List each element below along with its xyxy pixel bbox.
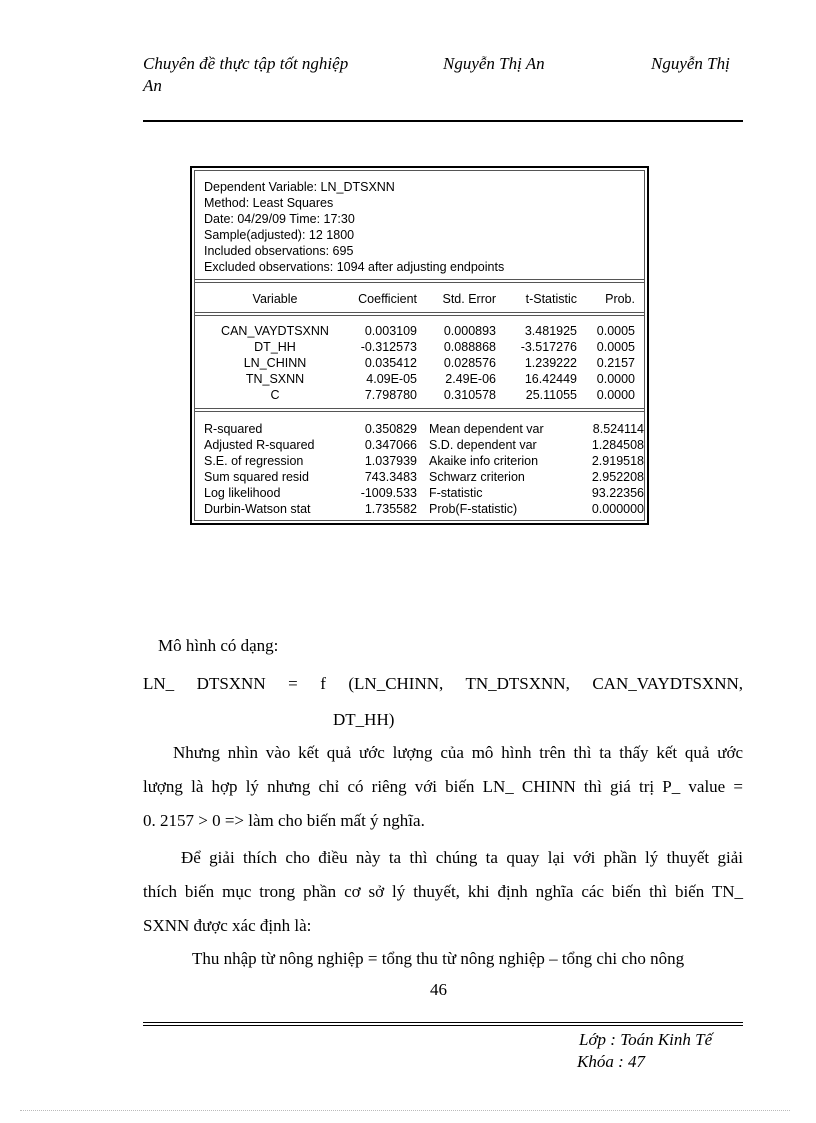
col-prob: Prob.: [605, 292, 635, 306]
text-line: lượng là hợp lý nhưng chỉ có riêng với biến LN_ CHINN thì giá trị P_ value =: [143, 777, 743, 796]
text-line: SXNN được xác định là:: [143, 916, 312, 935]
stat-label: Mean dependent var: [429, 422, 544, 436]
stat-value: 2.919518: [591, 454, 644, 468]
paragraph-2: [143, 841, 743, 943]
table-cell: 3.481925: [524, 324, 577, 338]
stat-label: Prob(F-statistic): [429, 502, 518, 516]
regression-inner: [194, 170, 645, 521]
stat-value: 0.347066: [364, 438, 417, 452]
stat-label: Schwarz criterion: [429, 470, 525, 484]
table-cell: 0.035412: [364, 356, 417, 370]
stat-label: Adjusted R-squared: [204, 438, 315, 452]
stat-label: Durbin-Watson stat: [204, 502, 311, 516]
header-title: Chuyên đề thực tập tốt nghiệp: [143, 54, 349, 73]
divider: [195, 312, 644, 316]
stat-value: 2.952208: [591, 470, 644, 484]
page-edge: [20, 1110, 790, 1111]
table-cell: 0.310578: [443, 388, 496, 402]
text-line: Nhưng nhìn vào kết quả ước lượng của mô hình trên thì ta thấy kết quả ước: [173, 743, 743, 762]
table-cell: 2.49E-06: [445, 372, 496, 386]
paragraph-3: Thu nhập từ nông nghiệp = tổng thu từ nông nghiệp – tổng chi cho nông: [192, 949, 685, 968]
table-cell: CAN_VAYDTSXNN: [221, 324, 329, 338]
stat-value: 1.037939: [364, 454, 417, 468]
dependent-variable: Dependent Variable: LN_DTSXNN: [204, 180, 395, 194]
table-cell: C: [270, 388, 280, 402]
stat-label: F-statistic: [429, 486, 483, 500]
stat-label: R-squared: [204, 422, 263, 436]
footer-cohort: Khóa : 47: [577, 1052, 645, 1071]
table-cell: TN_SXNN: [245, 372, 305, 386]
table-cell: 1.239222: [524, 356, 577, 370]
header-author: Nguyễn Thị An: [443, 54, 545, 73]
table-cell: LN_CHINN: [243, 356, 307, 370]
stat-value: 8.524114: [592, 422, 644, 436]
model-equation-cont: DT_HH): [333, 710, 395, 729]
stat-label: S.D. dependent var: [429, 438, 537, 452]
table-cell: -3.517276: [520, 340, 577, 354]
col-variable: Variable: [252, 292, 298, 306]
stat-value: 93.22356: [591, 486, 644, 500]
table-cell: 7.798780: [364, 388, 417, 402]
date-time: Date: 04/29/09 Time: 17:30: [204, 212, 355, 226]
footer-rule: [143, 1022, 743, 1023]
stat-label: Log likelihood: [204, 486, 281, 500]
table-cell: 0.0000: [596, 372, 635, 386]
stat-value: 0.000000: [591, 502, 644, 516]
model-equation: LN_ DTSXNN = f (LN_CHINN, TN_DTSXNN, CAN_VAYDTSXNN,: [143, 674, 743, 693]
table-cell: 0.003109: [364, 324, 417, 338]
model-intro: Mô hình có dạng:: [158, 636, 279, 655]
stat-label: Sum squared resid: [204, 470, 309, 484]
col-t-statistic: t-Statistic: [525, 292, 577, 306]
included-observations: Included observations: 695: [204, 244, 354, 258]
header-author-right: Nguyễn Thị: [651, 54, 730, 73]
footer-rule: [143, 1025, 743, 1026]
header-title-cont: An: [143, 76, 162, 95]
divider: [195, 408, 644, 412]
regression-output: [190, 166, 649, 525]
text-line: Để giải thích cho điều này ta thì chúng ta quay lại với phần lý thuyết giải: [181, 848, 743, 867]
col-std-error: Std. Error: [442, 292, 496, 306]
stat-value: 1.735582: [364, 502, 417, 516]
text-line: 0. 2157 > 0 => làm cho biến mất ý nghĩa.: [143, 811, 425, 830]
table-cell: 0.2157: [596, 356, 635, 370]
table-cell: 0.0005: [596, 340, 635, 354]
sample: Sample(adjusted): 12 1800: [204, 228, 355, 242]
method: Method: Least Squares: [204, 196, 334, 210]
stat-value: 1.284508: [591, 438, 644, 452]
excluded-observations: Excluded observations: 1094 after adjusting endpoints: [204, 260, 505, 274]
header-rule: [143, 120, 743, 122]
table-cell: -0.312573: [360, 340, 417, 354]
stat-value: -1009.533: [360, 486, 417, 500]
table-cell: 16.42449: [524, 372, 577, 386]
stat-label: S.E. of regression: [204, 454, 304, 468]
table-cell: 0.028576: [443, 356, 496, 370]
table-cell: 0.000893: [443, 324, 496, 338]
table-cell: 25.11055: [525, 388, 577, 402]
table-cell: 4.09E-05: [366, 372, 417, 386]
table-cell: 0.0005: [596, 324, 635, 338]
col-coefficient: Coefficient: [358, 292, 417, 306]
stat-label: Akaike info criterion: [429, 454, 539, 468]
stat-value: 0.350829: [364, 422, 417, 436]
page-number: 46: [430, 980, 447, 999]
divider: [195, 279, 644, 283]
text-line: thích biến mục trong phần cơ sở lý thuyết, khi định nghĩa các biến thì biến TN_: [143, 882, 743, 901]
table-cell: DT_HH: [254, 340, 296, 354]
table-cell: 0.088868: [443, 340, 496, 354]
footer-class: Lớp : Toán Kinh Tế: [579, 1030, 713, 1049]
table-cell: 0.0000: [596, 388, 635, 402]
paragraph-1: [143, 736, 743, 838]
stat-value: 743.3483: [364, 470, 417, 484]
